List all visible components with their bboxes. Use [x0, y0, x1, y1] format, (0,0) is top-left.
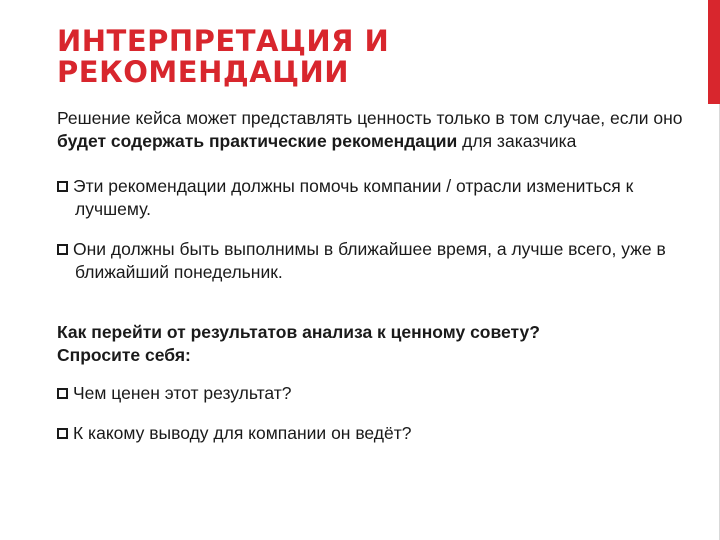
bullet-item — [57, 175, 697, 221]
bullet-text: Они должны быть выполнимы в ближайшее время, а лучше всего, уже в ближайший понедельник. — [73, 239, 666, 282]
self-question-text: Чем ценен этот результат? — [73, 383, 292, 403]
question-block — [57, 321, 697, 367]
checkbox-square-icon — [57, 181, 68, 192]
question-line-1: Как перейти от результатов анализа к ценному совету? — [57, 322, 540, 342]
checkbox-square-icon — [57, 428, 68, 439]
checkbox-square-icon — [57, 388, 68, 399]
lead-paragraph — [57, 107, 697, 153]
title-line-2: РЕКОМЕНДАЦИИ — [57, 55, 350, 89]
slide-title — [57, 26, 677, 88]
checkbox-square-icon — [57, 244, 68, 255]
title-line-1: ИНТЕРПРЕТАЦИЯ И — [57, 24, 390, 58]
question-line-2: Спросите себя: — [57, 345, 191, 365]
accent-bar — [708, 0, 720, 104]
slide-content — [57, 107, 697, 460]
self-question-item — [57, 382, 697, 405]
self-question-text: К какому выводу для компании он ведёт? — [73, 423, 412, 443]
lead-text-end: для заказчика — [457, 131, 577, 151]
bullet-item — [57, 238, 697, 284]
self-question-item — [57, 422, 697, 445]
lead-text-bold: будет содержать практические рекомендации — [57, 131, 458, 151]
lead-text-start: Решение кейса может представлять ценность только в том случае, если оно — [57, 108, 683, 128]
bullet-text: Эти рекомендации должны помочь компании / отрасли измениться к лучшему. — [73, 176, 634, 219]
